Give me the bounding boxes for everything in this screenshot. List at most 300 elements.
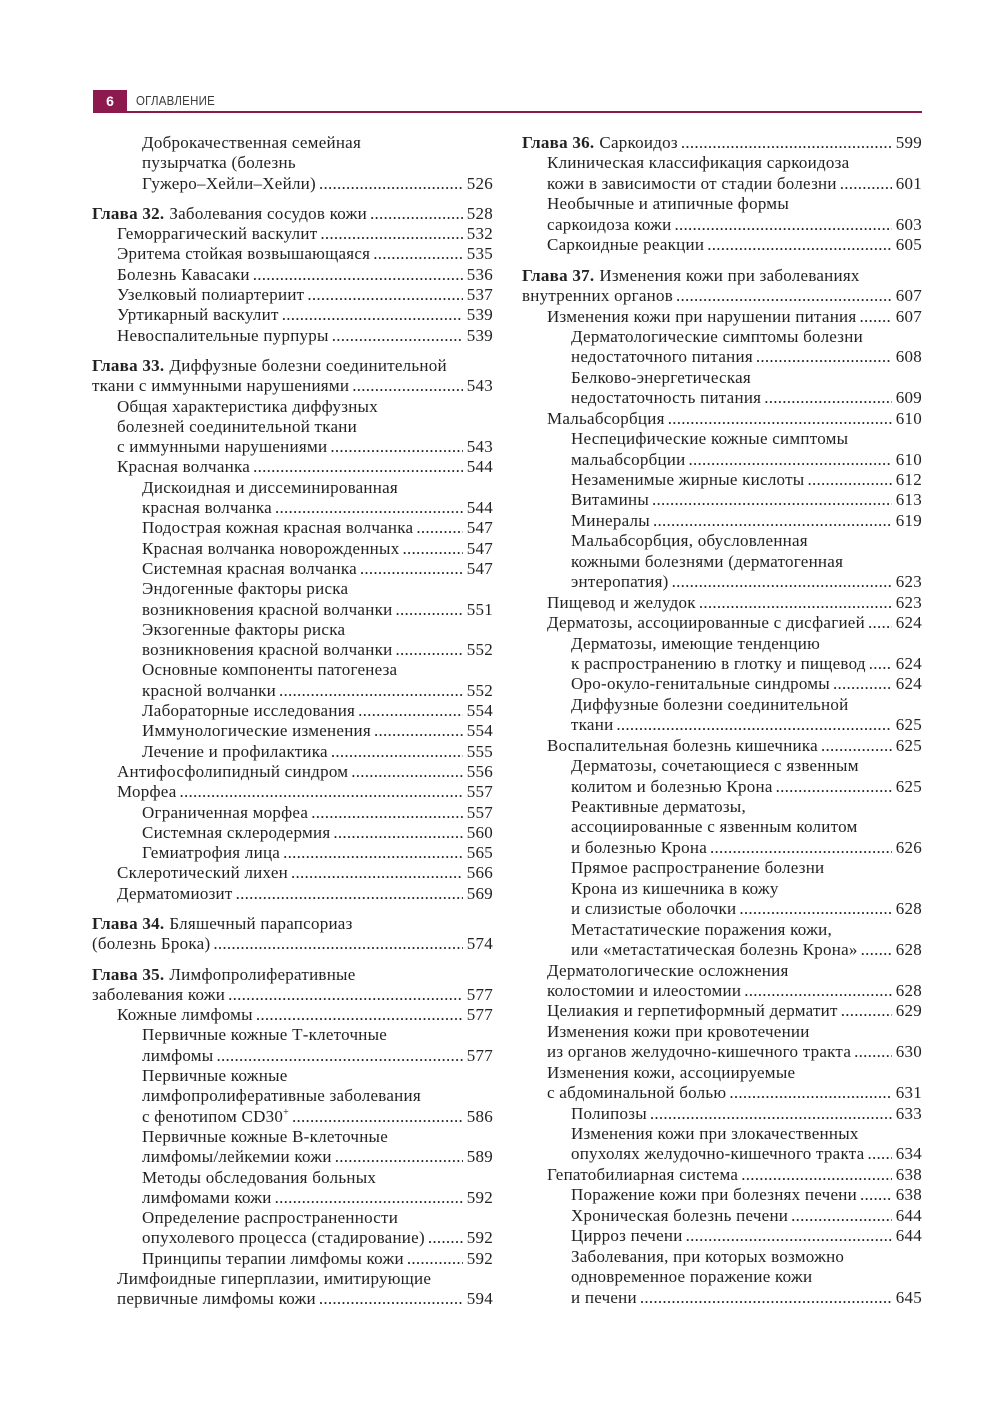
toc-entry-line (522, 920, 922, 940)
toc-entry-line (92, 600, 493, 620)
toc-entry-text (142, 1107, 289, 1127)
toc-entry-text (117, 397, 378, 417)
toc-entry-line (522, 327, 922, 347)
toc-section (522, 266, 922, 1308)
page-number: 624 (895, 653, 922, 673)
toc-entry-title: Красная волчанка (117, 457, 251, 477)
toc-entry-text (571, 899, 736, 919)
toc-entry-text (117, 417, 357, 437)
toc-entry-title: Полипозы (571, 1103, 647, 1123)
toc-entry-line (522, 1063, 922, 1083)
toc-entry-text (571, 858, 824, 878)
toc-entry-line (522, 194, 922, 214)
toc-entry-title: Минералы (571, 510, 650, 530)
toc-entry-text (547, 593, 696, 613)
toc-entry-text (142, 742, 328, 762)
toc-entry-text (571, 756, 859, 776)
toc-entry-text (547, 215, 672, 235)
dot-leader (867, 1144, 891, 1164)
toc-entry-text (547, 1001, 838, 1021)
toc-entry-text (571, 429, 848, 449)
toc-entry-title: Мальабсорбция (547, 408, 665, 428)
toc-entry-text (142, 1086, 421, 1106)
dot-leader (861, 940, 892, 960)
toc-entry-text (547, 736, 818, 756)
toc-entry-title: лимфомы/лейкемии кожи (142, 1147, 332, 1167)
toc-section (92, 356, 493, 904)
dot-leader (279, 681, 463, 701)
toc-entry-title: колостомии и илеостомии (547, 980, 742, 1000)
toc-entry-line (522, 1001, 922, 1021)
dot-leader (416, 518, 462, 538)
page-number: 551 (466, 599, 493, 619)
page-number: 557 (466, 802, 493, 822)
dot-leader (311, 803, 463, 823)
toc-entry-text (117, 224, 317, 244)
dot-leader (330, 437, 462, 457)
toc-entry-text (571, 1104, 647, 1124)
toc-entry-title: Экзогенные факторы риска (142, 619, 346, 639)
toc-entry-line (92, 285, 493, 305)
page-number: 599 (895, 133, 922, 152)
toc-entry-title: Иммунологические изменения (142, 721, 371, 741)
toc-entry-line (92, 1188, 493, 1208)
toc-entry-line (522, 817, 922, 837)
running-page-number: 6 (106, 93, 114, 109)
page-number: 539 (466, 305, 493, 325)
toc-entry-text (117, 437, 327, 457)
toc-entry-title: Морфеа (117, 782, 177, 802)
toc-entry-text (92, 985, 225, 1005)
toc-entry-title: Болезнь Кавасаки (117, 264, 250, 284)
toc-entry-text (92, 204, 367, 224)
toc-entry-title: Лимфоидные гиперплазии, имитирующие (117, 1269, 432, 1289)
toc-entry-line (92, 934, 493, 954)
dot-leader (741, 1165, 892, 1185)
toc-entry-text (571, 654, 866, 674)
toc-entry-line (522, 1247, 922, 1267)
toc-entry-title: Принципы терапии лимфомы кожи (142, 1248, 404, 1268)
toc-entry-text (571, 327, 863, 347)
page-number: 638 (895, 1164, 922, 1184)
toc-entry-line (92, 478, 493, 498)
toc-entry-line (92, 174, 493, 194)
toc-entry-text (92, 965, 356, 985)
page-number: 544 (466, 457, 493, 477)
toc-entry-title: пузырчатка (болезнь (142, 153, 296, 173)
toc-entry-text (571, 347, 753, 367)
dot-leader (283, 843, 463, 863)
page-number: 555 (466, 741, 493, 761)
dot-leader (374, 721, 463, 741)
toc-entry-title: Невоспалительные пурпуры (117, 325, 329, 345)
page-number: 577 (466, 1045, 493, 1065)
toc-entry-line (522, 1185, 922, 1205)
toc-entry-line (522, 215, 922, 235)
toc-entry-line (522, 858, 922, 878)
toc-entry-title: лимфомы (142, 1045, 214, 1065)
toc-entry-title: Дерматомиозит (117, 883, 233, 903)
page-number: 528 (466, 203, 493, 223)
toc-entry-text (547, 307, 856, 327)
page-number: 612 (895, 470, 922, 489)
toc-entry-title: опухолевого процесса (стадирование) (142, 1228, 425, 1248)
toc-entry-line (522, 940, 922, 960)
dot-leader (739, 899, 891, 919)
dot-leader (676, 286, 892, 306)
toc-entry-title: Ограниченная морфеа (142, 802, 309, 822)
toc-entry-line (522, 153, 922, 173)
page-number: 623 (895, 592, 922, 612)
page-number: 539 (466, 325, 493, 345)
toc-entry-line (92, 1066, 493, 1086)
toc-entry-line (92, 1005, 493, 1025)
toc-entry-title: Поражение кожи при болезнях печени (571, 1185, 857, 1205)
dot-leader (395, 600, 462, 620)
dot-leader (335, 1147, 463, 1167)
toc-entry-text (571, 572, 669, 592)
toc-entry-title: и болезнью Крона (571, 837, 708, 857)
toc-entry-text (547, 1083, 726, 1103)
dot-leader (699, 593, 892, 613)
toc-column-right (522, 133, 922, 1308)
page-number: 633 (895, 1103, 922, 1123)
toc-entry-text (142, 1025, 387, 1045)
page-number: 535 (466, 244, 493, 264)
page-number: 532 (466, 224, 493, 244)
chapter-label: Глава 34. (92, 913, 165, 933)
toc-entry-text (571, 531, 808, 551)
dot-leader (352, 376, 463, 396)
toc-entry-title: Антифосфолипидный синдром (117, 761, 349, 781)
toc-entry-text (571, 511, 650, 531)
toc-entry-text (547, 409, 665, 429)
superscript-mark: + (283, 1106, 290, 1118)
page-number: 557 (466, 782, 493, 802)
toc-entry-title: Заболевания, при которых возможно (571, 1246, 845, 1266)
toc-entry-line (522, 1144, 922, 1164)
toc-entry-text (571, 879, 779, 899)
dot-leader (373, 244, 463, 264)
toc-entry-title: ткани с иммунными нарушениями (92, 376, 350, 396)
toc-entry-line (92, 823, 493, 843)
toc-entry-line (522, 470, 922, 490)
dot-leader (351, 762, 462, 782)
toc-entry-title: Гепатобилиарная система (547, 1164, 739, 1184)
toc-entry-title: кожи в зависимости от стадии болезни (547, 173, 837, 193)
toc-entry-title: Хроническая болезнь печени (571, 1205, 789, 1225)
toc-entry-title: Дерматологические осложнения (547, 960, 789, 980)
toc-entry-line (92, 803, 493, 823)
toc-section (522, 133, 922, 256)
toc-entry-title: Изменения кожи, ассоциируемые (547, 1062, 796, 1082)
toc-entry-text (547, 1042, 851, 1062)
toc-entry-text (117, 1289, 316, 1309)
toc-section (92, 133, 493, 194)
dot-leader (672, 572, 892, 592)
dot-leader (428, 1228, 463, 1248)
toc-entry-text (571, 490, 649, 510)
page-number: 628 (895, 940, 922, 960)
page-number: 601 (895, 173, 922, 193)
toc-entry-line (92, 985, 493, 1005)
toc-entry-title: Метастатические поражения кожи, (571, 919, 832, 939)
running-header-title: ОГЛАВЛЕНИЕ (136, 93, 215, 108)
page-number: 554 (466, 721, 493, 741)
page-number: 592 (466, 1187, 493, 1207)
toc-entry-text (142, 579, 348, 599)
chapter-heading-line (522, 266, 922, 286)
toc-entry-title: Первичные кожные Т-клеточные (142, 1025, 388, 1045)
toc-entry-title: или «метастатическая болезнь Крона» (571, 940, 858, 960)
toc-entry-text (142, 559, 357, 579)
toc-entry-text (547, 1165, 738, 1185)
toc-entry-line (522, 674, 922, 694)
dot-leader (256, 1005, 463, 1025)
page-number: 623 (895, 572, 922, 592)
toc-entry-text (142, 660, 397, 680)
page-number: 586 (466, 1106, 493, 1126)
page-number: 625 (895, 776, 922, 796)
page-number: 605 (895, 235, 922, 255)
toc-entry-text (92, 934, 210, 954)
page-number: 594 (466, 1289, 493, 1309)
page-number: 577 (466, 984, 493, 1004)
toc-entry-title: и печени (571, 1287, 637, 1307)
toc-entry-text (117, 1005, 253, 1025)
toc-entry-line (522, 1022, 922, 1042)
toc-entry-line (522, 531, 922, 551)
toc-entry-title: ассоциированные с язвенным колитом (571, 817, 858, 837)
page-number-badge (93, 90, 127, 113)
toc-entry-title: Лимфопролиферативные (169, 964, 356, 984)
toc-entry-text (117, 762, 348, 782)
toc-entry-title: Доброкачественная семейная (142, 133, 362, 152)
dot-leader (319, 174, 463, 194)
toc-entry-line (522, 307, 922, 327)
page-number: 589 (466, 1147, 493, 1167)
toc-entry-line (92, 498, 493, 518)
chapter-heading-line (92, 914, 493, 934)
toc-entry-line (92, 417, 493, 437)
toc-entry-line (92, 1025, 493, 1045)
dot-leader (764, 388, 892, 408)
dot-leader (319, 1289, 463, 1309)
toc-entry-title: лимфомами кожи (142, 1187, 272, 1207)
toc-entry-text (142, 478, 398, 498)
dot-leader (707, 235, 892, 255)
toc-entry-line (522, 593, 922, 613)
page-number: 536 (466, 264, 493, 284)
toc-entry-line (92, 640, 493, 660)
dot-leader (360, 559, 463, 579)
dot-leader (332, 326, 463, 346)
toc-entry-title: заболевания кожи (92, 984, 226, 1004)
toc-entry-line (92, 782, 493, 802)
toc-entry-line (92, 701, 493, 721)
toc-entry-text (142, 1228, 425, 1248)
dot-leader (370, 204, 463, 224)
page-number: 629 (895, 1001, 922, 1021)
page-number: 592 (466, 1228, 493, 1248)
toc-entry-line (522, 961, 922, 981)
toc-entry-text (117, 782, 177, 802)
toc-entry-title: Оро-окуло-генитальные синдромы (571, 674, 830, 694)
toc-entry-title: Кожные лимфомы (117, 1005, 253, 1025)
toc-entry-text (571, 695, 848, 715)
dot-leader (640, 1288, 892, 1308)
toc-entry-text (571, 715, 613, 735)
toc-entry-title: внутренних органов (522, 286, 673, 306)
dot-leader (275, 498, 463, 518)
toc-entry-text (571, 1185, 857, 1205)
dot-leader (869, 654, 892, 674)
toc-entry-title: Дерматозы, сочетающиеся с язвенным (571, 756, 859, 776)
toc-entry-text (142, 803, 308, 823)
toc-entry-text (571, 1124, 859, 1144)
toc-entry-title: Системная склеродермия (142, 822, 331, 842)
dot-leader (686, 1226, 892, 1246)
toc-entry-title: опухолях желудочно-кишечного тракта (571, 1144, 865, 1164)
toc-entry-line (92, 1269, 493, 1289)
page-number: 552 (466, 680, 493, 700)
page-number: 628 (895, 980, 922, 1000)
toc-entry-title: к распространению в глотку и пищевод (571, 653, 866, 673)
toc-entry-text (522, 133, 678, 153)
toc-entry-title: Уртикарный васкулит (117, 305, 279, 325)
page-number: 625 (895, 715, 922, 735)
toc-entry-line (522, 511, 922, 531)
toc-entry-text (571, 838, 707, 858)
toc-entry-line (92, 305, 493, 325)
page-number: 607 (895, 286, 922, 306)
toc-entry-title: Системная красная волчанка (142, 558, 357, 578)
toc-entry-title: мальабсорбции (571, 449, 686, 469)
toc-entry-title: Красная волчанка новорожденных (142, 538, 400, 558)
toc-entry-text (571, 777, 773, 797)
toc-entry-line (92, 518, 493, 538)
dot-leader (291, 863, 463, 883)
toc-entry-text (117, 326, 329, 346)
toc-entry-text (117, 1269, 431, 1289)
toc-entry-line (522, 174, 922, 194)
page-number: 634 (895, 1144, 922, 1164)
dot-leader (333, 823, 462, 843)
toc-entry-title: Эритема стойкая возвышающаяся (117, 244, 371, 264)
page-number: 566 (466, 863, 493, 883)
toc-entry-line (522, 634, 922, 654)
toc-entry-title: Первичные кожные (142, 1066, 288, 1086)
toc-entry-line (92, 1107, 493, 1127)
dot-leader (292, 1107, 463, 1127)
toc-entry-text (547, 961, 789, 981)
toc-entry-title: Неспецифические кожные симптомы (571, 429, 849, 449)
toc-entry-title: болезней соединительной ткани (117, 416, 357, 436)
toc-entry-text (142, 600, 392, 620)
toc-entry-title: Прямое распространение болезни (571, 858, 825, 878)
toc-entry-text (571, 1226, 683, 1246)
toc-entry-text (142, 640, 392, 660)
toc-entry-title: возникновения красной волчанки (142, 640, 393, 660)
toc-entry-title: лимфопролиферативные заболевания (142, 1086, 421, 1106)
toc-entry-line (522, 1206, 922, 1226)
toc-entry-line (522, 450, 922, 470)
page-number: 607 (895, 306, 922, 326)
toc-entry-title: ткани (571, 715, 614, 735)
toc-section (92, 204, 493, 346)
dot-leader (180, 782, 463, 802)
toc-entry-text (571, 1206, 788, 1226)
toc-entry-line (92, 244, 493, 264)
toc-entry-text (571, 797, 746, 817)
toc-entry-text (571, 552, 843, 572)
dot-leader (320, 224, 462, 244)
toc-entry-title: Клиническая классификация саркоидоза (547, 153, 850, 173)
toc-entry-title: красной волчанки (142, 680, 277, 700)
dot-leader (282, 305, 463, 325)
dot-leader (653, 511, 892, 531)
toc-entry-title: Изменения кожи при кровотечении (547, 1021, 810, 1041)
toc-entry-text (142, 518, 413, 538)
toc-entry-line (92, 1127, 493, 1147)
toc-entry-title: Дерматозы, имеющие тенденцию (571, 633, 821, 653)
dot-leader (216, 1046, 462, 1066)
toc-entry-text (142, 133, 361, 153)
toc-entry-text (117, 457, 250, 477)
toc-entry-title: кожными болезнями (дерматогенная (571, 551, 844, 571)
dot-leader (253, 457, 463, 477)
toc-section (92, 965, 493, 1310)
toc-entry-title: Гужеро–Хейли–Хейли) (142, 173, 316, 193)
toc-entry-title: Заболевания сосудов кожи (169, 203, 367, 223)
toc-entry-text (522, 286, 673, 306)
toc-entry-text (522, 266, 860, 286)
dot-leader (395, 640, 462, 660)
toc-entry-text (547, 1063, 795, 1083)
dot-leader (710, 838, 892, 858)
toc-entry-line (92, 376, 493, 396)
page-number: 544 (466, 498, 493, 518)
page-number: 560 (466, 822, 493, 842)
chapter-label: Глава 37. (522, 265, 595, 285)
toc-entry-line (92, 620, 493, 640)
toc-entry-line (522, 286, 922, 306)
toc-entry-line (522, 695, 922, 715)
toc-entry-text (547, 613, 865, 633)
toc-entry-line (92, 863, 493, 883)
toc-column-left (92, 133, 493, 1310)
page-number: 610 (895, 408, 922, 428)
toc-entry-line (522, 899, 922, 919)
page-number: 554 (466, 701, 493, 721)
chapter-label: Глава 36. (522, 133, 595, 152)
toc-entry-title: Диффузные болезни соединительной (571, 694, 849, 714)
toc-entry-line (92, 1289, 493, 1309)
toc-entry-title: Саркоидные реакции (547, 235, 705, 255)
toc-entry-title: с фенотипом CD30 (142, 1106, 284, 1126)
dot-leader (689, 450, 892, 470)
toc-entry-text (571, 940, 858, 960)
toc-entry-line (522, 572, 922, 592)
dot-leader (681, 133, 892, 153)
toc-entry-title: Лабораторные исследования (142, 701, 356, 721)
dot-leader (358, 701, 463, 721)
page-number: 603 (895, 214, 922, 234)
chapter-heading-line (92, 204, 493, 224)
page-number: 625 (895, 735, 922, 755)
toc-entry-title: Целиакия и герпетиформный дерматит (547, 1001, 838, 1021)
dot-leader (807, 470, 891, 490)
